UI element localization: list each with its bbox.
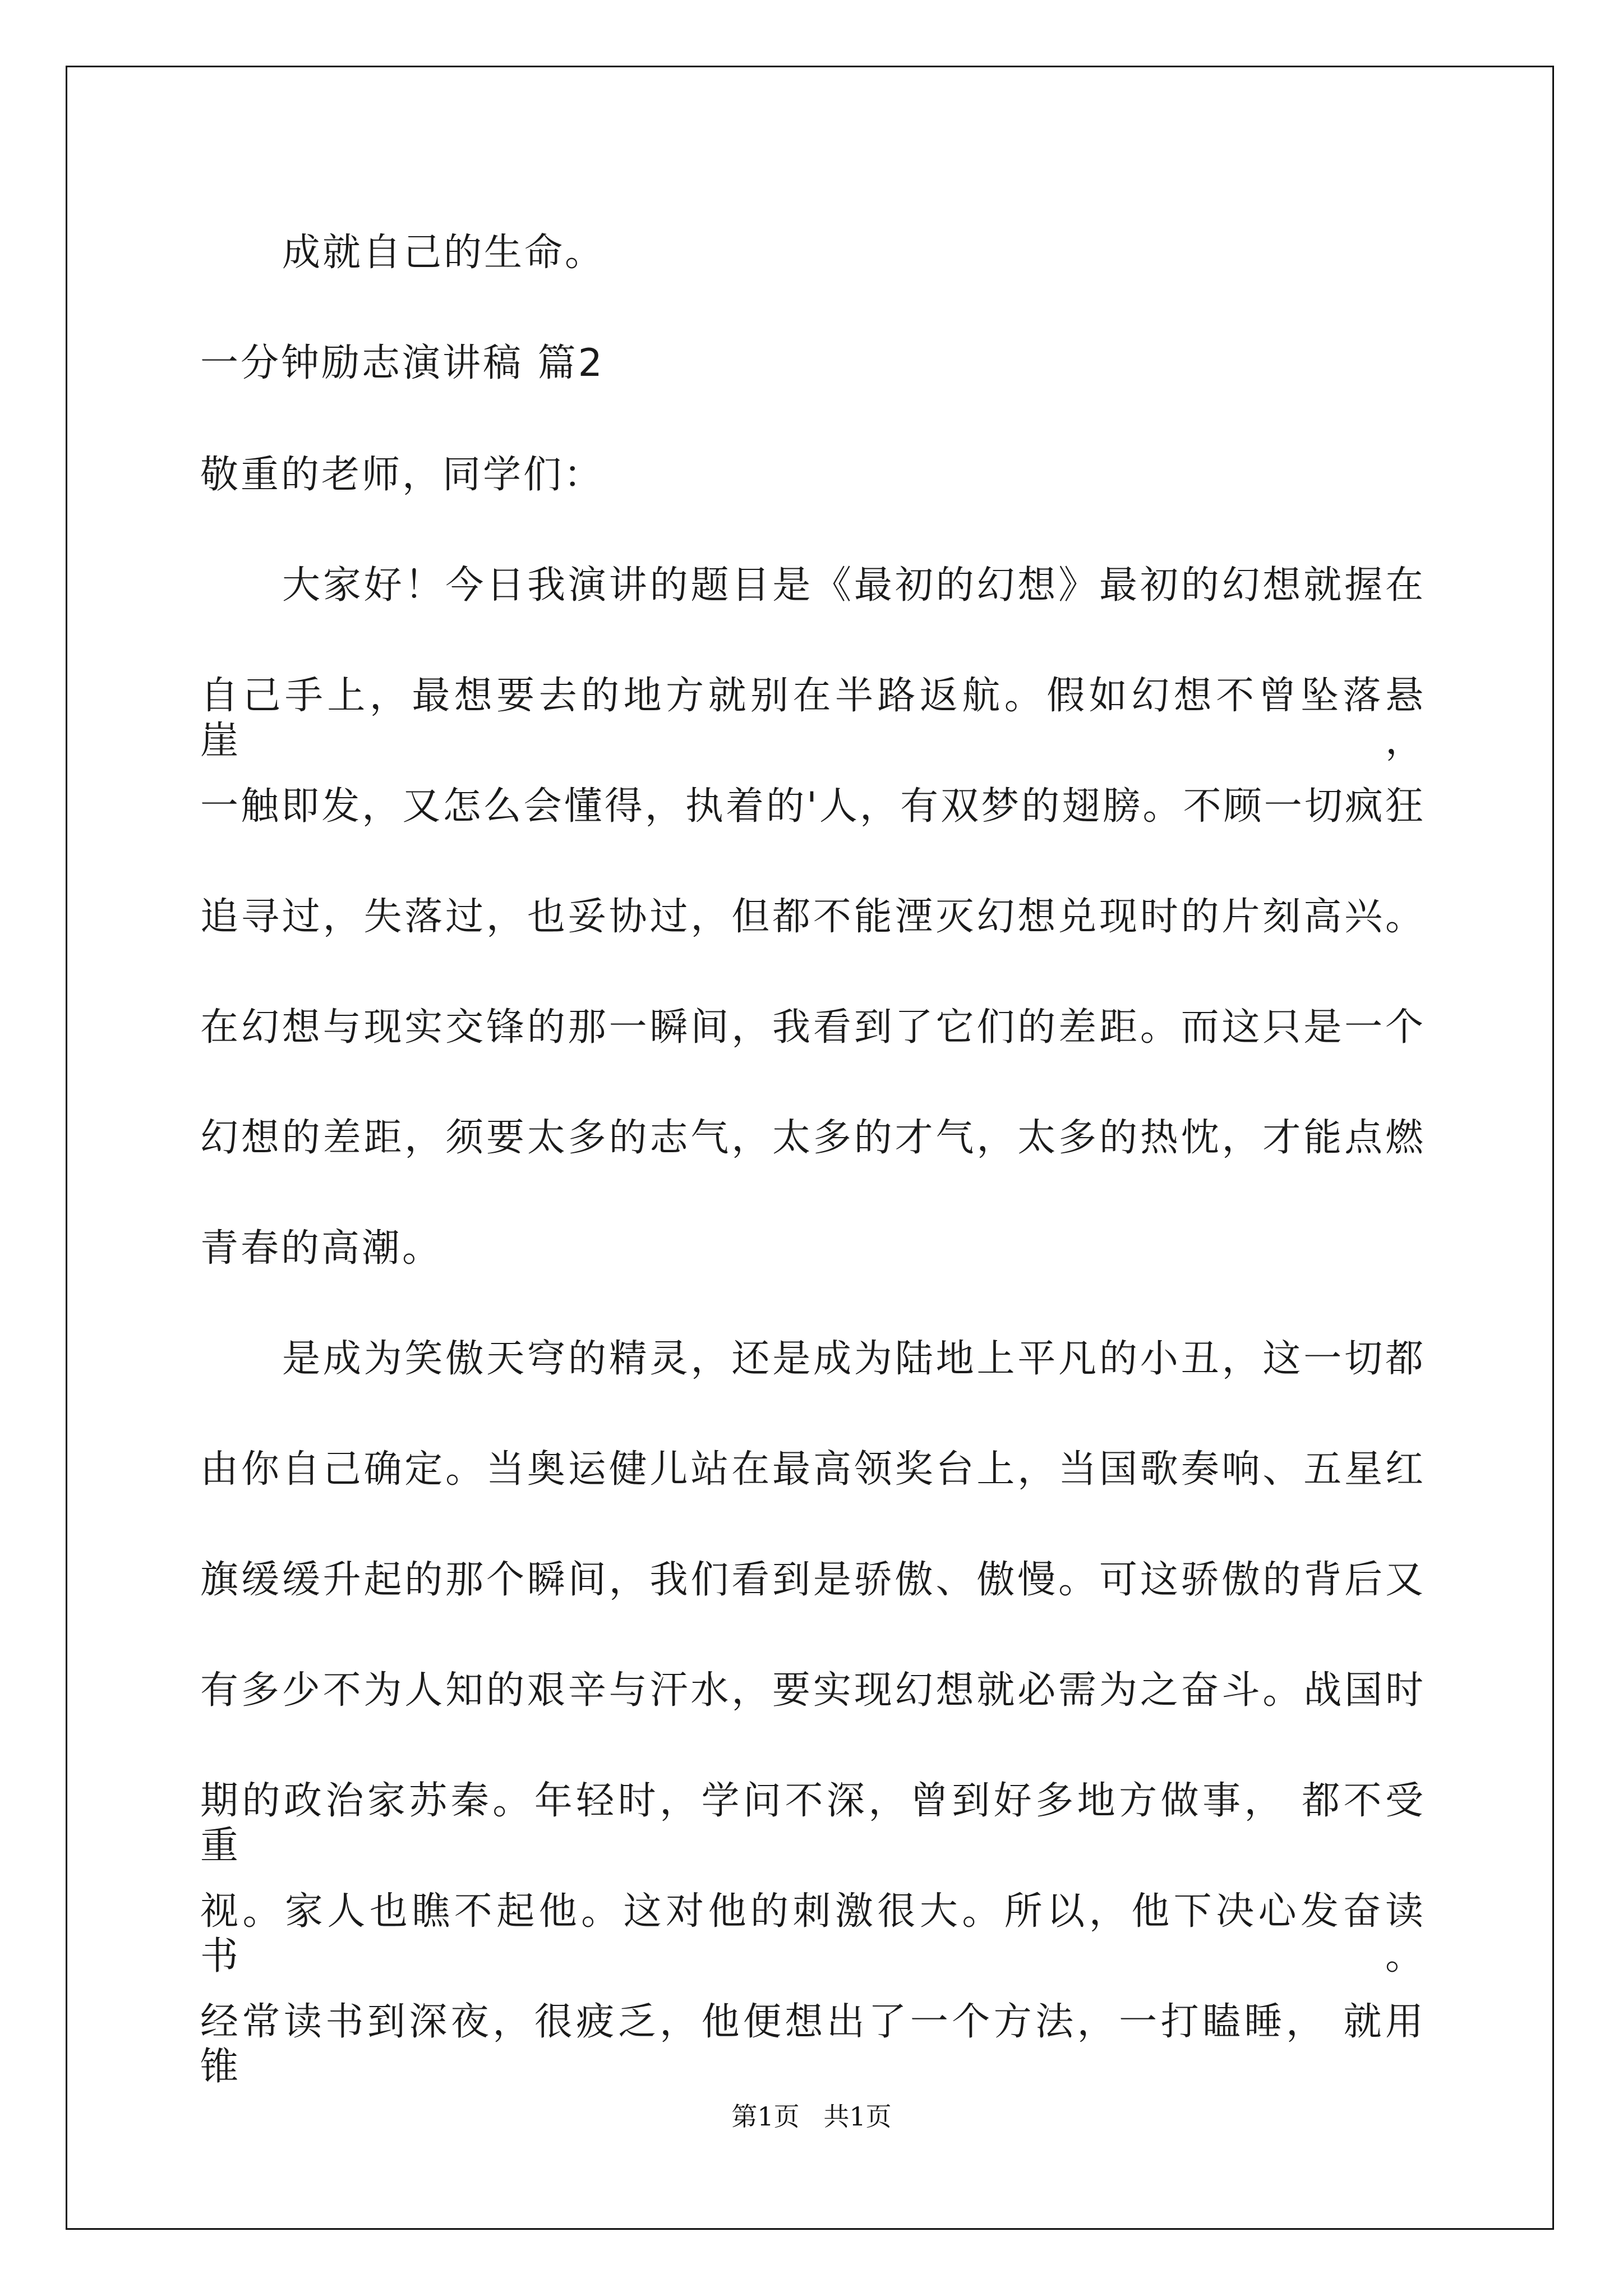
text-line: 追寻过，失落过，也妥协过，但都不能湮灭幻想兑现时的片刻高兴。 [200,895,1426,939]
salutation: 敬重的老师，同学们： [200,453,605,497]
section-heading: 一分钟励志演讲稿 篇2 [200,341,605,385]
page-footer [0,2101,1623,2132]
text-line: 青春的高潮。 [200,1226,443,1271]
text-line: 期的政治家苏秦。年轻时，学问不深，曾到好多地方做事， 都不受重 [200,1779,1426,1868]
text-line: 视。家人也瞧不起他。这对他的刺激很大。所以，他下决心发奋读书。 [200,1889,1426,1978]
text-line: 一触即发，又怎么会懂得，执着的'人，有双梦的翅膀。不顾一切疯狂 [200,784,1426,829]
text-line: 由你自己确定。当奥运健儿站在最高领奖台上，当国歌奏响、五星红 [200,1447,1426,1492]
text-line: 是成为笑傲天穹的精灵，还是成为陆地上平凡的小丑，这一切都 [282,1337,1426,1381]
text-line: 成就自己的生命。 [282,231,606,275]
text-line: 旗缓缓升起的那个瞬间，我们看到是骄傲、傲慢。可这骄傲的背后又 [200,1558,1426,1602]
page-number-total: 共1页 [823,2101,892,2132]
text-line: 幻想的差距，须要太多的志气，太多的才气，太多的热忱，才能点燃 [200,1116,1426,1160]
text-line: 有多少不为人知的艰辛与汗水，要实现幻想就必需为之奋斗。战国时 [200,1668,1426,1713]
text-line: 大家好！今日我演讲的题目是《最初的幻想》最初的幻想就握在 [282,563,1426,608]
page-number-current: 第1页 [731,2101,800,2132]
text-line: 在幻想与现实交锋的那一瞬间，我看到了它们的差距。而这只是一个 [200,1005,1426,1050]
text-line: 经常读书到深夜，很疲乏，他便想出了一个方法，一打瞌睡， 就用锥 [200,2000,1426,2089]
text-line: 自己手上，最想要去的地方就别在半路返航。假如幻想不曾坠落悬崖， [200,674,1426,763]
